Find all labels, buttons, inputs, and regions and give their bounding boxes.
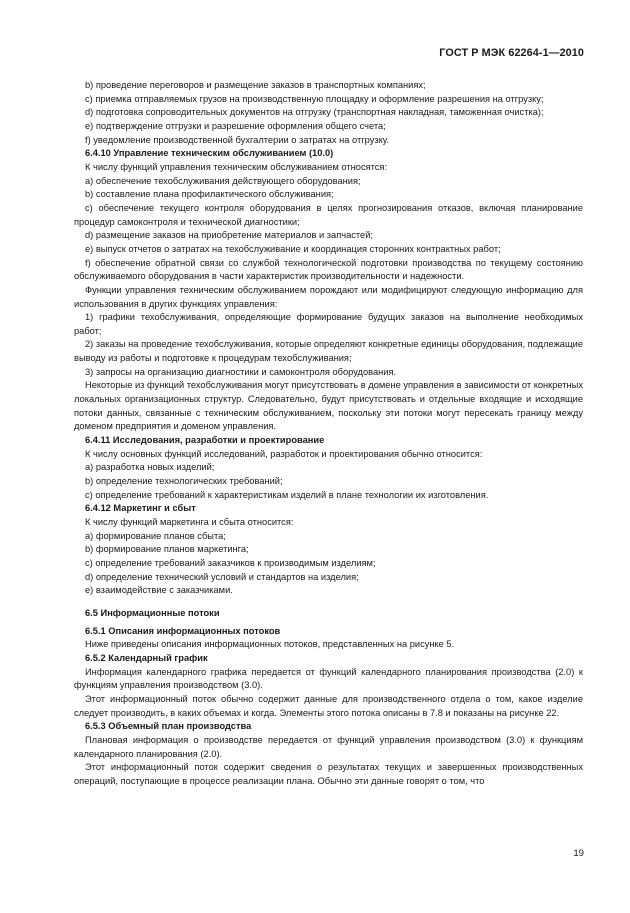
paragraph: Этот информационный поток обычно содержит данные для производственного отдела о том, какое изделие следует производить, в каких объемах и когда. Элементы этого потока описаны в 7.8 и показаны на рисунке 22. bbox=[74, 693, 583, 718]
paragraph: К числу функций управления техническим обслуживанием относятся: bbox=[85, 161, 388, 172]
paragraph: Некоторые из функций техобслуживания могут присутствовать в домене управления в зависимости от конкретных локальных организационных структур. Следовательно, будут присутствовать и отдельные входящие и исходящие потоки данных, связанные с техническим обслуживанием, поскольку эти потоки могут пересекать границу между доменом предприятия и доменом управления. bbox=[74, 380, 583, 432]
paragraph: е) подтверждение отгрузки и разрешение оформления общего счета; bbox=[85, 120, 386, 131]
paragraph: f) обеспечение обратной связи со службой технологической подготовки производства по текущему состоянию обслуживаемого оборудования в части характеристик производительности и надежности. bbox=[74, 257, 583, 282]
paragraph: d) определение технический условий и стандартов на изделия; bbox=[85, 571, 359, 582]
paragraph: е) выпуск отчетов о затратах на техобслуживание и координация сторонних контрактных работ; bbox=[85, 243, 501, 254]
paragraph: а) разработка новых изделий; bbox=[85, 462, 215, 473]
paragraph: 2) заказы на проведение техобслуживания, которые определяют конкретные единицы оборудования, подлежащие выводу из работы и подготовке к процедурам техобслуживания; bbox=[74, 339, 583, 364]
section-heading: 6.5 Информационные потоки bbox=[85, 607, 220, 618]
paragraph: с) обеспечение текущего контроля оборудования в целях прогнозирования отказов, включая планирование процедур самоконтроля и технической диагностики; bbox=[74, 202, 583, 227]
paragraph: с) определение требований к характеристикам изделий в плане технологии их изготовления. bbox=[85, 489, 489, 500]
paragraph: 1) графики техобслуживания, определяющие формирование будущих заказов на выполнение необходимых работ; bbox=[74, 312, 583, 336]
paragraph: b) проведение переговоров и размещение заказов в транспортных компаниях; bbox=[85, 80, 426, 90]
paragraph: К числу функций маркетинга и сбыта относится: bbox=[85, 517, 294, 527]
paragraph: Этот информационный поток содержит сведения о результатах текущих и завершенных производственных операций, поступающие в процессе реализации плана. Обычно эти данные говорят о том, что bbox=[74, 762, 583, 786]
section-heading: 6.4.10 Управление техническим обслуживанием (10.0) bbox=[85, 148, 334, 159]
section-heading: 6.4.12 Маркетинг и сбыт bbox=[85, 503, 196, 514]
paragraph: b) формирование планов маркетинга; bbox=[85, 544, 249, 555]
section-heading: 6.5.1 Описания информационных потоков bbox=[85, 625, 281, 636]
paragraph: Информация календарного графика передается от функций календарного планирования производства (2.0) к функциям управления производством (3.0). bbox=[74, 666, 583, 691]
paragraph: b) определение технологических требований; bbox=[85, 476, 283, 487]
paragraph: b) составление плана профилактического обслуживания; bbox=[85, 189, 334, 200]
paragraph: е) взаимодействие с заказчиками. bbox=[85, 585, 233, 596]
section-heading: 6.5.3 Объемный план производства bbox=[85, 721, 252, 732]
section-heading: 6.4.11 Исследования, разработки и проектирование bbox=[85, 435, 325, 446]
paragraph: К числу основных функций исследований, разработок и проектирования обычно относится: bbox=[85, 448, 483, 459]
paragraph: f) уведомление производственной бухгалтерии о затратах на отгрузку. bbox=[85, 134, 390, 145]
page-body bbox=[74, 79, 583, 788]
paragraph: а) обеспечение техобслуживания действующего оборудования; bbox=[85, 175, 361, 186]
paragraph: Функции управления техническим обслуживанием порождают или модифицируют следующую информацию для использования в других функциях управления: bbox=[74, 284, 583, 309]
paragraph: 3) запросы на организацию диагностики и самоконтроля оборудования. bbox=[85, 366, 397, 377]
document-standard-header: ГОСТ Р МЭК 62264-1—2010 bbox=[439, 47, 584, 59]
paragraph: с) приемка отправляемых грузов на производственную площадку и оформление разрешения на отгрузку; bbox=[85, 93, 544, 104]
paragraph: d) размещение заказов на приобретение материалов и запчастей; bbox=[85, 230, 373, 241]
paragraph: Плановая информация о производстве передается от функций управления производством (3.0) к функциям календарного планирования (2.0). bbox=[74, 734, 583, 759]
paragraph: d) подготовка сопроводительных документов на отгрузку (транспортная накладная, таможенная очистка); bbox=[85, 107, 544, 118]
page-number: 19 bbox=[573, 848, 584, 859]
paragraph: Ниже приведены описания информационных потоков, представленных на рисунке 5. bbox=[85, 639, 455, 650]
paragraph: а) формирование планов сбыта; bbox=[85, 530, 226, 541]
section-heading: 6.5.2 Календарный график bbox=[85, 652, 208, 663]
paragraph: с) определение требований заказчиков к производимым изделиям; bbox=[85, 557, 376, 568]
